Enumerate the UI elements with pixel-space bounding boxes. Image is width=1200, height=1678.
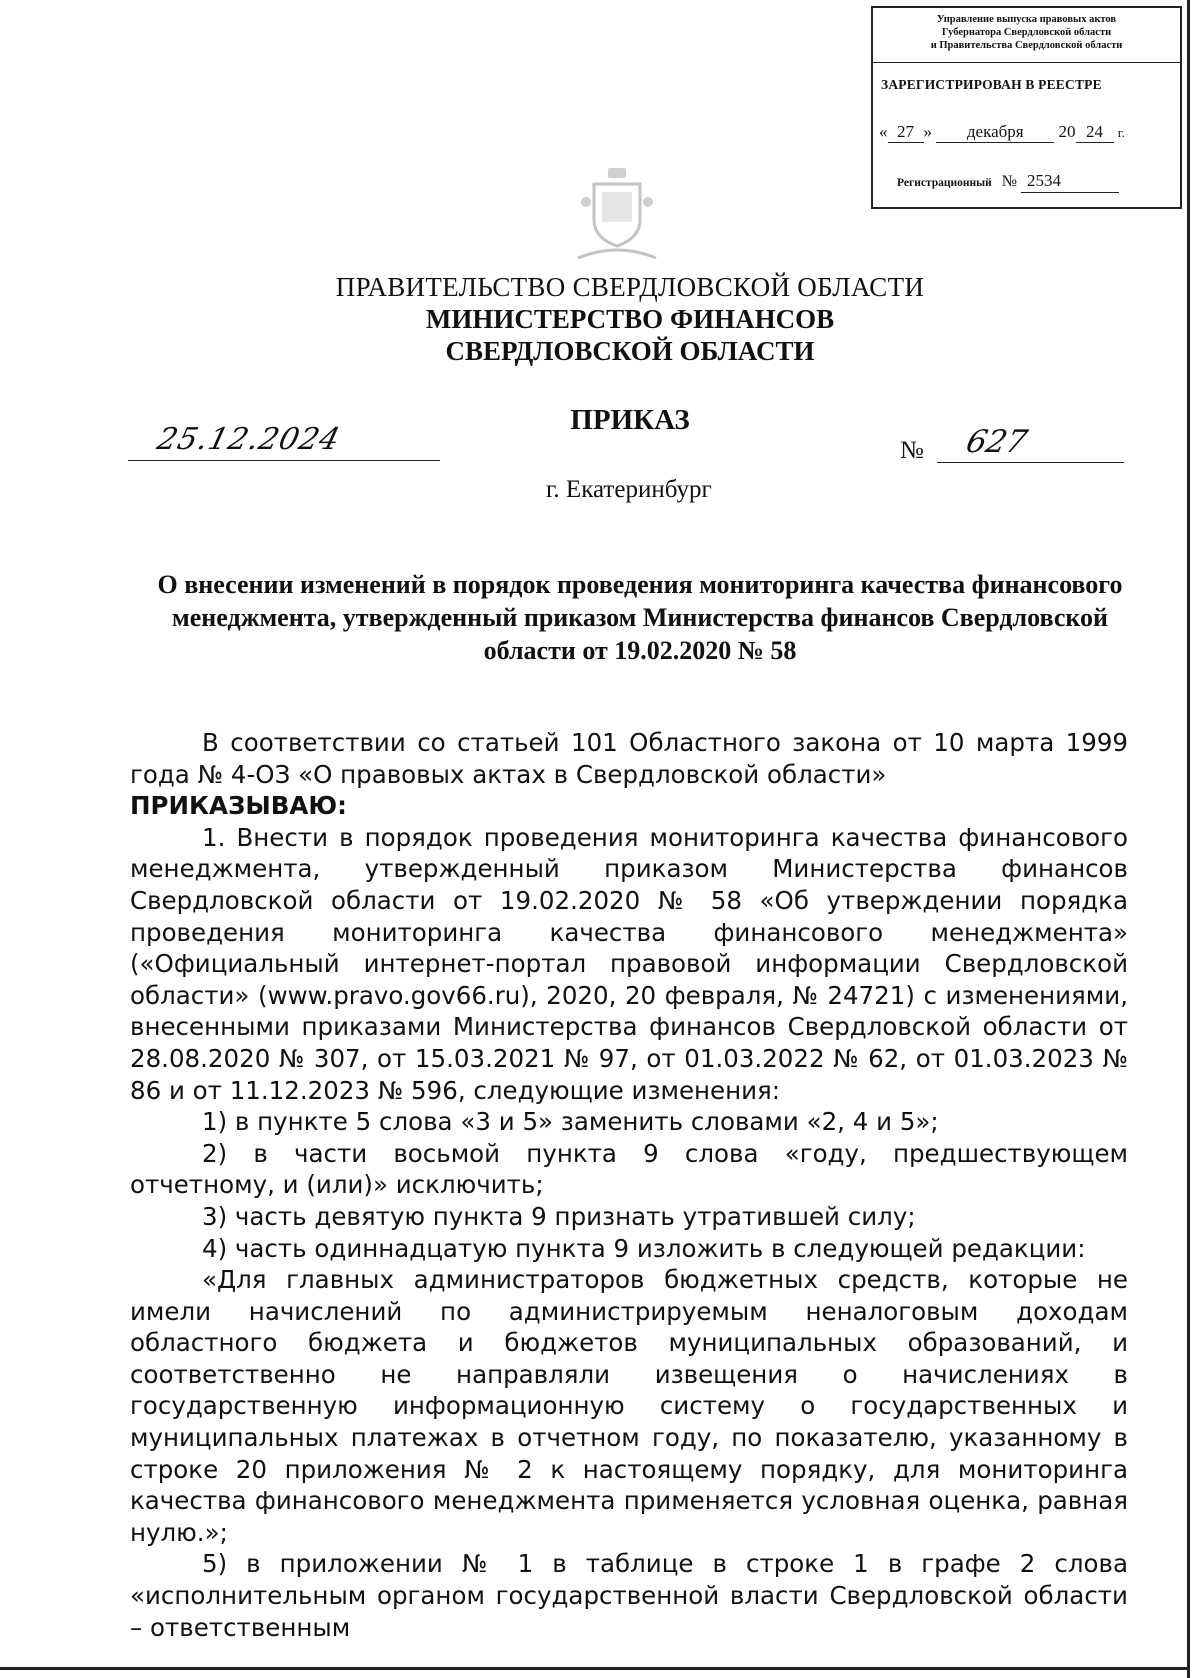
government-name: ПРАВИТЕЛЬСТВО СВЕРДЛОВСКОЙ ОБЛАСТИ: [335, 272, 925, 302]
stamp-number-sign: №: [1001, 173, 1017, 190]
document-type-title: ПРИКАЗ: [570, 404, 690, 436]
stamp-registered-label: ЗАРЕГИСТРИРОВАН В РЕЕСТРЕ: [881, 77, 1102, 92]
order-number-sign: №: [900, 437, 924, 464]
stamp-close-quote: »: [923, 122, 932, 141]
subitem-5-paragraph: 5) в приложении № 1 в таблице в строке 1 в графе 2 слова «исполнительным органом государственной власти Свердловской области – ответственным: [130, 1549, 1128, 1642]
order-number-field: [937, 424, 1124, 463]
stamp-registration-number: [897, 171, 1119, 193]
page-border-bottom: [0, 1667, 1190, 1670]
stamp-office-line: и Правительства Свердловской области: [930, 40, 1123, 51]
order-subject: О внесении изменений в порядок проведения мониторинга качества финансового менеджмента, утвержденный приказом Министерства финансов Свердловской области от 19.02.2020 № 58: [157, 570, 1123, 665]
order-date-field: [128, 422, 440, 461]
stamp-reg-label: Регистрационный: [897, 177, 992, 189]
preamble-paragraph: В соответствии со статьей 101 Областного закона от 10 марта 1999 года № 4-ОЗ «О правовых актах в Свердловской области»: [130, 728, 1128, 789]
stamp-month: декабря: [936, 122, 1054, 143]
stamp-year-suffix: 24: [1076, 122, 1114, 143]
ministry-name-line1: МИНИСТЕРСТВО ФИНАНСОВ: [425, 304, 835, 334]
stamp-open-quote: «: [879, 122, 888, 141]
order-body: [130, 727, 1128, 1643]
registration-stamp: [871, 6, 1182, 209]
stamp-year-unit: г.: [1117, 125, 1125, 140]
item-1-paragraph: 1. Внести в порядок проведения мониторинга качества финансового менеджмента, утвержденный приказом Министерства финансов Свердловской области от 19.02.2020 № 58 «Об утверждении порядка проведения мониторинга качества финансового менеджмента» («Официальный интернет-портал правовой информации Свердловской области» (www.pravo.gov66.ru), 2020, 20 февраля, № 24721) с изменениями, внесенными приказами Министерства финансов Свердловской области от 28.08.2020 № 307, от 15.03.2021 № 97, от 01.03.2022 № 62, от 01.03.2023 № 86 и от 11.12.2023 № 596, следующие изменения:: [130, 822, 1128, 1105]
subitem-2-paragraph: 2) в части восьмой пункта 9 слова «году, предшествующем отчетному, и (или)» исключить;: [130, 1138, 1128, 1200]
stamp-date: [879, 122, 1125, 143]
stamp-day: 27: [888, 122, 924, 143]
stamp-office-line: Управление выпуска правовых актов: [936, 14, 1117, 25]
ministry-name-line2: СВЕРДЛОВСКОЙ ОБЛАСТИ: [445, 336, 815, 366]
city-name: г. Екатеринбург: [546, 476, 712, 503]
quoted-text-paragraph: «Для главных администраторов бюджетных средств, которые не имели начислений по администрируемым неналоговым доходам областного бюджета и бюджетов муниципальных образований, и соответственно не направляли извещения о начислениях в государственную информационную систему о государственных и муниципальных платежах в отчетном году, по показателю, указанному в строке 20 приложения № 2 к настоящему порядку, для мониторинга качества финансового менеджмента применяется условная оценка, равная нулю.»;: [130, 1265, 1128, 1547]
stamp-reg-number: 2534: [1021, 171, 1119, 193]
handwritten-date: 25.12.2024: [153, 422, 345, 457]
stamp-office-line: Губернатора Свердловской области: [941, 27, 1112, 38]
page-border-right: [1187, 0, 1190, 1678]
order-word: ПРИКАЗЫВАЮ:: [130, 791, 347, 821]
subitem-4-paragraph: 4) часть одиннадцатую пункта 9 изложить в следующей редакции:: [202, 1233, 1086, 1263]
subitem-3-paragraph: 3) часть девятую пункта 9 признать утратившей силу;: [202, 1201, 916, 1231]
coat-of-arms-emblem: [572, 162, 662, 266]
stamp-year-prefix: 20: [1058, 122, 1076, 141]
stamp-office-header: [873, 8, 1180, 63]
subitem-1-paragraph: 1) в пункте 5 слова «3 и 5» заменить словами «2, 4 и 5»;: [202, 1107, 939, 1137]
handwritten-number: 627: [962, 424, 1031, 460]
